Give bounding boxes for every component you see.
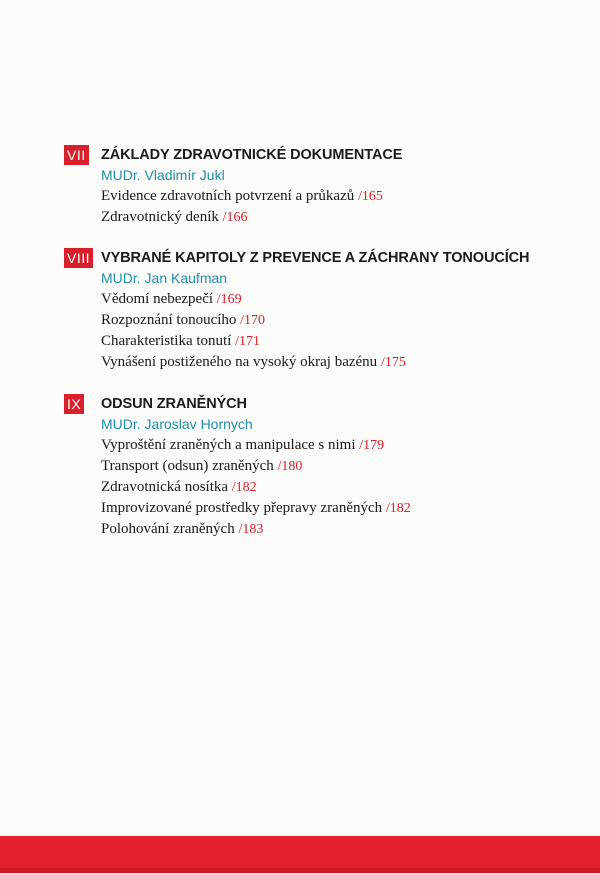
toc-entry-page: /166 (222, 210, 248, 225)
toc-entry-text: Polohování zraněných (101, 521, 235, 537)
toc-entry-page: /180 (277, 459, 303, 474)
toc-entry-text: Vědomí nebezpečí (101, 291, 214, 307)
toc-entry-page: /182 (231, 480, 257, 495)
chapter-number: IX (64, 394, 84, 414)
chapter-number: VIII (64, 248, 93, 268)
toc-entry-text: Evidence zdravotních potvrzení a průkazů (101, 188, 355, 204)
chapter-author: MUDr. Jaroslav Hornych (101, 416, 253, 432)
chapter-items (101, 289, 406, 373)
toc-entry-page: /175 (380, 355, 406, 370)
toc-entry[interactable] (101, 456, 411, 477)
toc-entry-text: Charakteristika tonutí (101, 333, 232, 349)
chapter-items (101, 186, 383, 228)
toc-entry[interactable] (101, 519, 411, 540)
chapter-title: VYBRANÉ KAPITOLY Z PREVENCE A ZÁCHRANY TONOUCÍCH (101, 250, 530, 266)
toc-entry[interactable] (101, 498, 411, 519)
footer-band-edge (0, 868, 600, 873)
toc-entry[interactable] (101, 331, 406, 352)
toc-entry-page: /169 (216, 292, 242, 307)
chapter-author: MUDr. Vladimír Jukl (101, 167, 225, 183)
toc-entry-page: /179 (359, 438, 385, 453)
toc-entry[interactable] (101, 352, 406, 373)
toc-entry-page: /183 (238, 522, 264, 537)
toc-entry-page: /170 (240, 313, 266, 328)
toc-entry-page: /165 (357, 189, 383, 204)
toc-entry-text: Rozpoznání tonoucího (101, 312, 237, 328)
chapter-title: ODSUN ZRANĚNÝCH (101, 396, 247, 412)
chapter-items (101, 435, 411, 540)
toc-entry[interactable] (101, 289, 406, 310)
toc-entry-text: Transport (odsun) zraněných (101, 458, 274, 474)
chapter-title: ZÁKLADY ZDRAVOTNICKÉ DOKUMENTACE (101, 147, 403, 163)
chapter-number: VII (64, 145, 89, 165)
toc-entry-page: /182 (385, 501, 411, 516)
toc-entry-page: /171 (235, 334, 261, 349)
toc-entry[interactable] (101, 186, 383, 207)
toc-entry-text: Vynášení postiženého na vysoký okraj bazénu (101, 354, 378, 370)
toc-entry-text: Zdravotnický deník (101, 209, 219, 225)
toc-entry-text: Vyproštění zraněných a manipulace s nimi (101, 437, 356, 453)
toc-entry-text: Zdravotnická nosítka (101, 479, 229, 495)
toc-entry[interactable] (101, 310, 406, 331)
chapter-author: MUDr. Jan Kaufman (101, 270, 228, 286)
toc-entry[interactable] (101, 477, 411, 498)
toc-entry-text: Improvizované prostředky přepravy zraněných (101, 500, 383, 516)
toc-entry[interactable] (101, 435, 411, 456)
toc-entry[interactable] (101, 207, 383, 228)
